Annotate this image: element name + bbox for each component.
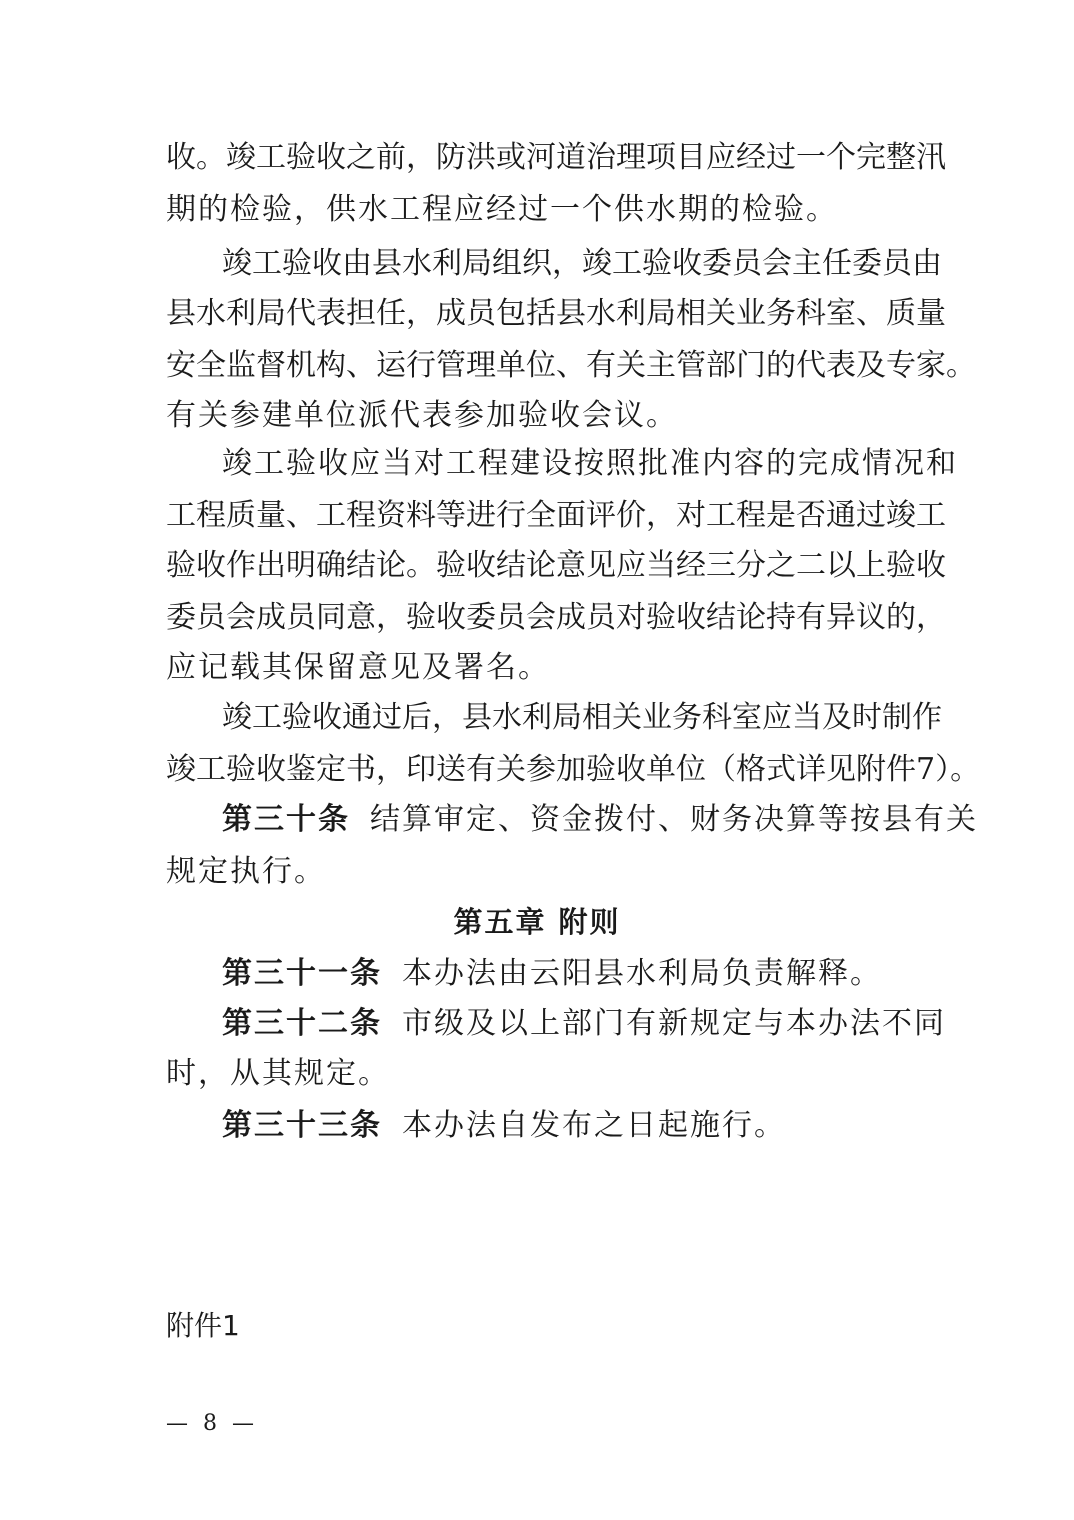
body-line: 有关参建单位派代表参加验收会议。 (166, 398, 678, 433)
body-line: 规定执行。 (166, 854, 326, 889)
body-line: 工程质量、工程资料等进行全面评价，对工程是否通过竣工 (166, 498, 946, 533)
article-label: 第三十一条 (222, 956, 382, 991)
article-label: 第三十二条 (222, 1006, 382, 1041)
article-30 (222, 800, 978, 840)
chapter-title: 第五章 附则 (453, 905, 621, 939)
article-33 (222, 1106, 786, 1146)
attachment-label: 附件1 (166, 1309, 240, 1342)
article-text: 本办法由云阳县水利局负责解释。 (402, 956, 882, 991)
body-line: 竣工验收应当对工程建设按照批准内容的完成情况和 (222, 446, 958, 481)
body-line: 竣工验收通过后，县水利局相关业务科室应当及时制作 (222, 700, 942, 735)
article-label: 第三十条 (222, 802, 350, 837)
body-line: 委员会成员同意，验收委员会成员对验收结论持有异议的， (166, 600, 946, 635)
article-text: 结算审定、资金拨付、财务决算等按县有关 (370, 802, 978, 837)
article-31 (222, 954, 882, 994)
article-text: 市级及以上部门有新规定与本办法不同 (402, 1006, 946, 1041)
page-number: — 8 — (166, 1411, 258, 1436)
article-32 (222, 1004, 946, 1044)
body-line: 时，从其规定。 (166, 1056, 390, 1091)
body-line: 竣工验收由县水利局组织，竣工验收委员会主任委员由 (222, 246, 942, 281)
body-line: 期的检验，供水工程应经过一个供水期的检验。 (166, 192, 838, 227)
body-line: 县水利局代表担任，成员包括县水利局相关业务科室、质量 (166, 296, 946, 331)
body-line: 竣工验收鉴定书，印送有关参加验收单位（格式详见附件7）。 (166, 752, 981, 787)
article-label: 第三十三条 (222, 1108, 382, 1143)
article-text: 本办法自发布之日起施行。 (402, 1108, 786, 1143)
body-line: 验收作出明确结论。验收结论意见应当经三分之二以上验收 (166, 548, 946, 583)
body-line: 安全监督机构、运行管理单位、有关主管部门的代表及专家。 (166, 348, 976, 383)
body-line: 收。竣工验收之前，防洪或河道治理项目应经过一个完整汛 (166, 140, 946, 175)
body-line: 应记载其保留意见及署名。 (166, 650, 550, 685)
